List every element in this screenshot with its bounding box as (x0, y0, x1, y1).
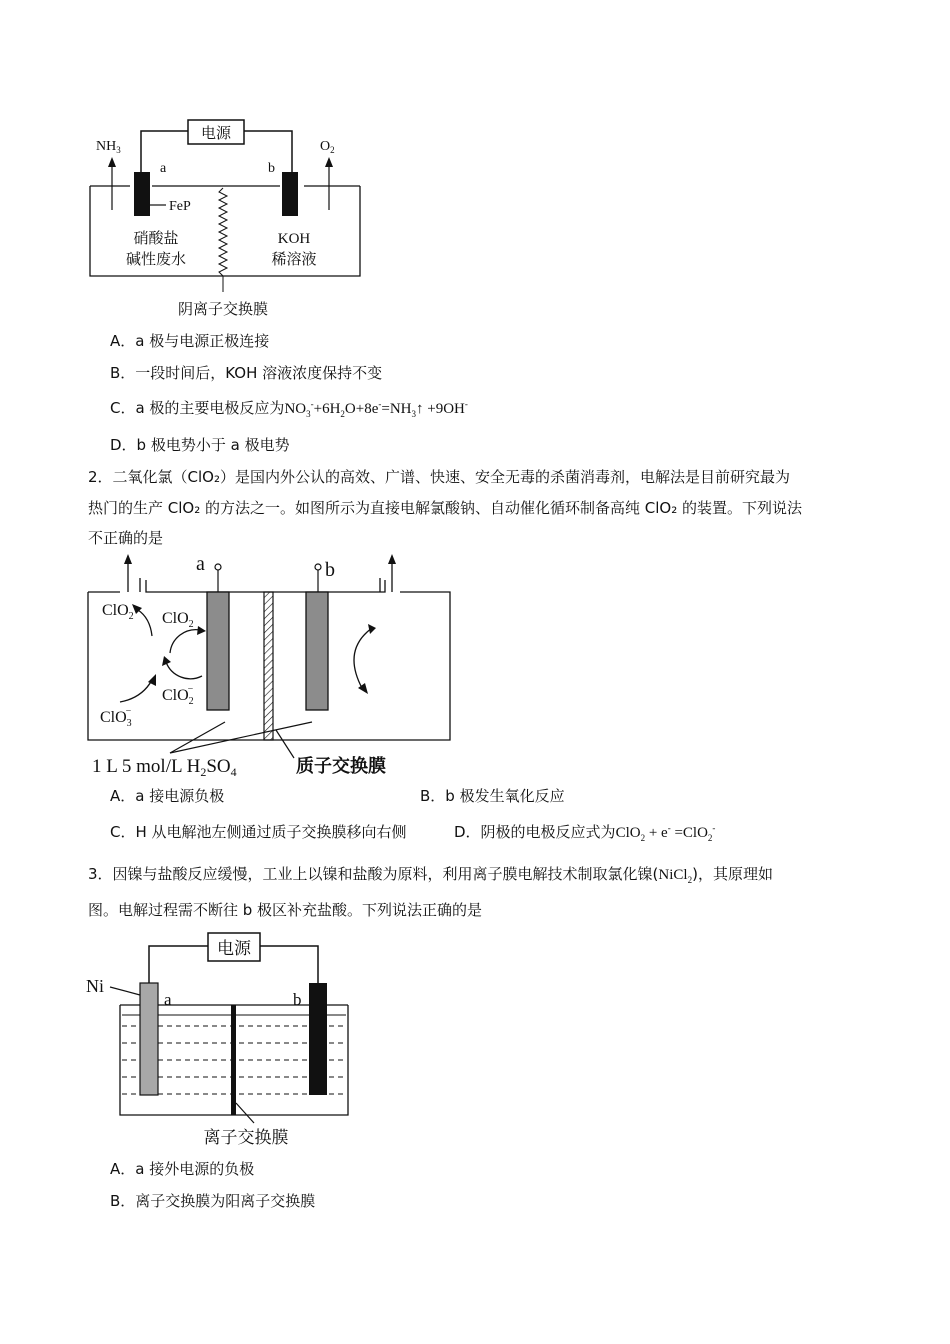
right-solution-line1: KOH (277, 231, 311, 247)
q3-stem-line2: 图。电解过程需不断往 b 极区补充盐酸。下列说法正确的是 (88, 901, 483, 919)
q1-option-c-text: C．a 极的主要电极反应为 (110, 399, 285, 417)
clo2-minus-label: ClO$_2$− (162, 684, 194, 707)
q2-option-d-formula: ClO$_2$ + e- =ClO$_2$- (615, 823, 716, 843)
o2-label: $O_2$ (320, 139, 335, 155)
ni-label: Ni (86, 976, 104, 996)
clo2-cycle-label: ClO$_2$ (162, 610, 194, 630)
electrode-b-3 (309, 983, 327, 1095)
q1-option-c (110, 397, 468, 420)
q3-option-b: B．离子交换膜为阳离子交换膜 (110, 1192, 316, 1210)
fep-label: FeP (169, 199, 191, 214)
q1-option-b: B．一段时间后，KOH 溶液浓度保持不变 (110, 364, 383, 382)
q2-stem-line2: 热门的生产 ClO₂ 的方法之一。如图所示为直接电解氯酸钠、自动催化循环制备高纯 ClO₂ 的装置。下列说法 (88, 499, 802, 517)
ion-exchange-membrane (231, 1005, 236, 1115)
q2-option-c: C．H 从电解池左侧通过质子交换膜移向右侧 (110, 823, 407, 841)
q2-stem-line3: 不正确的是 (88, 529, 164, 547)
q3-option-a: A．a 接外电源的负极 (110, 1160, 255, 1178)
figure-1-electrolysis-cell (80, 110, 380, 330)
left-solution-line1: 硝酸盐 (133, 229, 179, 247)
electrode-a-label-3: a (164, 990, 172, 1009)
electrode-b (282, 172, 298, 216)
q1-option-a: A．a 极与电源正极连接 (110, 332, 270, 350)
electrode-b-label-3: b (293, 990, 302, 1009)
figure-2-clo2-cell (80, 548, 460, 783)
q2-option-d (454, 821, 715, 844)
power-source-label-3: 电源 (217, 939, 251, 959)
terminal-a-label: a (196, 553, 205, 575)
ni-electrode-a (140, 983, 158, 1095)
q1-option-c-formula: $NO_3^-+6H_2O+8e^-=NH_3↑ +9OH^-$ (284, 399, 468, 419)
electrode-b-label: b (268, 161, 275, 176)
q1-option-d: D．b 极电势小于 a 极电势 (110, 436, 290, 454)
right-solution-line2: 稀溶液 (271, 250, 317, 268)
q3-stem-line1: 3．因镍与盐酸反应缓慢，工业上以镍和盐酸为原料，利用离子膜电解技术制取氯化镍(NiCl$_2$)，其原理如 (88, 865, 773, 885)
clo2-product-label: ClO$_2$ (102, 602, 134, 622)
figure-3-nicl2-cell (80, 925, 370, 1155)
terminal-b-label: b (325, 559, 335, 581)
proton-membrane (264, 592, 273, 740)
left-solution-line2: 碱性废水 (125, 250, 187, 268)
clo3-minus-label: ClO$_3$− (100, 706, 132, 729)
electrode-a (134, 172, 150, 216)
q2-stem-line1: 2．二氧化氯（ClO₂）是国内外公认的高效、广谱、快速、安全无毒的杀菌消毒剂，电解法是目前研究最为 (88, 468, 791, 486)
solution-label: 1 L 5 mol/L $H_2SO_4$ (92, 756, 237, 779)
nh3-label: $NH_3$ (96, 139, 121, 155)
anion-membrane (219, 188, 227, 276)
power-source-label: 电源 (200, 124, 232, 142)
q2-option-d-text: D．阴极的电极反应式为 (454, 823, 616, 841)
membrane-label: 阴离子交换膜 (177, 300, 269, 318)
electrode-b-2 (306, 592, 328, 710)
electrode-a-label: a (160, 161, 167, 176)
ion-membrane-label: 离子交换膜 (203, 1128, 289, 1148)
q2-option-b: B．b 极发生氧化反应 (420, 787, 565, 805)
proton-membrane-label: 质子交换膜 (296, 756, 386, 777)
q2-option-a: A．a 接电源负极 (110, 787, 225, 805)
electrode-a-2 (207, 592, 229, 710)
nicl2-formula: NiCl$_2$ (658, 867, 693, 885)
